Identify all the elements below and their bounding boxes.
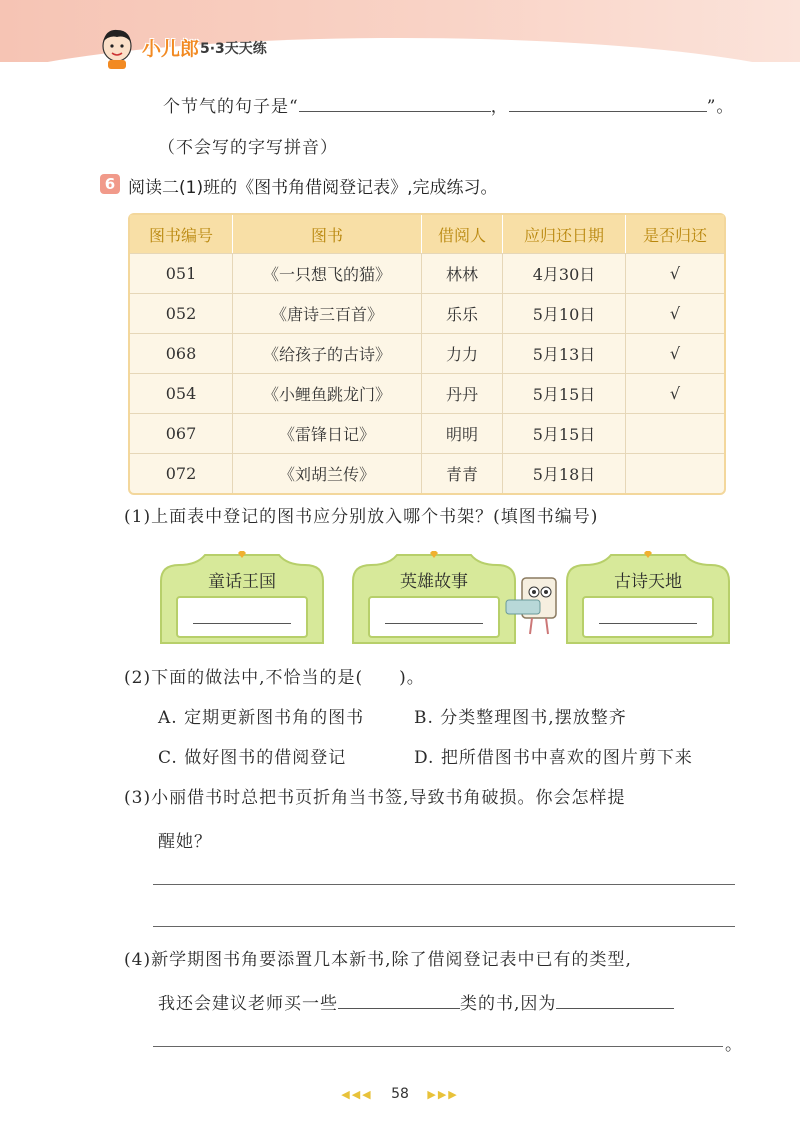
question-title: 阅读二(1)班的《图书角借阅登记表》,完成练习。 (128, 178, 498, 198)
option-d: D. 把所借图书中喜欢的图片剪下来 (414, 748, 693, 768)
returned-check (626, 413, 724, 453)
borrower: 青青 (422, 453, 503, 493)
borrower: 力力 (422, 333, 503, 373)
reason-blank[interactable] (556, 1008, 674, 1009)
left-arrows-icon: ◀◀◀ (341, 1088, 373, 1101)
book-title: 《一只想飞的猫》 (233, 253, 422, 293)
book-title: 《给孩子的古诗》 (233, 333, 422, 373)
column-header: 借阅人 (422, 215, 503, 253)
option-a: A. 定期更新图书角的图书 (158, 708, 365, 728)
due-date: 5月13日 (503, 333, 626, 373)
table-row (130, 253, 724, 293)
book-id: 052 (130, 293, 233, 333)
bookshelf-poetry (563, 551, 733, 647)
borrower: 乐乐 (422, 293, 503, 333)
borrower: 林林 (422, 253, 503, 293)
bookshelf-icon (157, 551, 327, 647)
book-mascot-icon (504, 574, 568, 640)
borrow-register-table (128, 213, 726, 495)
column-header: 图书编号 (130, 215, 233, 253)
sub-question-2: (2)下面的做法中,不恰当的是( )。 (124, 668, 425, 688)
answer-line[interactable] (153, 1046, 723, 1047)
question-number: 6 (100, 174, 120, 194)
due-date: 4月30日 (503, 253, 626, 293)
column-header: 图书 (233, 215, 422, 253)
book-id: 051 (130, 253, 233, 293)
sub-question-1: (1)上面表中登记的图书应分别放入哪个书架？(填图书编号) (124, 507, 599, 527)
sentence-line: 个节气的句子是“ ， ”。 (163, 97, 735, 117)
book-title: 《雷锋日记》 (233, 413, 422, 453)
table-row (130, 293, 724, 333)
book-title: 《小鲤鱼跳龙门》 (233, 373, 422, 413)
returned-check: √ (626, 333, 724, 373)
column-header: 应归还日期 (503, 215, 626, 253)
table-row (130, 373, 724, 413)
table-row (130, 453, 724, 493)
book-title: 《刘胡兰传》 (233, 453, 422, 493)
book-id: 068 (130, 333, 233, 373)
answer-line[interactable] (153, 926, 735, 927)
shelf-answer-blank[interactable] (385, 623, 483, 624)
pinyin-note: （不会写的字写拼音） (158, 138, 338, 158)
returned-check: √ (626, 373, 724, 413)
shelf-label: 古诗天地 (614, 572, 682, 592)
option-c: C. 做好图书的借阅登记 (158, 748, 347, 768)
borrower: 明明 (422, 413, 503, 453)
table-row (130, 333, 724, 373)
right-arrows-icon: ▶▶▶ (427, 1088, 459, 1101)
series-name: 5·3天天练 (200, 41, 267, 57)
due-date: 5月15日 (503, 413, 626, 453)
shelf-answer-blank[interactable] (599, 623, 697, 624)
bookshelf-icon (563, 551, 733, 647)
borrower: 丹丹 (422, 373, 503, 413)
table-header-row (130, 215, 724, 253)
book-id: 054 (130, 373, 233, 413)
due-date: 5月15日 (503, 373, 626, 413)
book-type-blank[interactable] (338, 1008, 460, 1009)
shelf-answer-blank[interactable] (193, 623, 291, 624)
returned-check (626, 453, 724, 493)
sub-question-4-line2: 我还会建议老师买一些 类的书,因为 (158, 989, 674, 1014)
brand-name: 小儿郎 (142, 38, 200, 60)
answer-blank[interactable] (509, 111, 707, 112)
returned-check: √ (626, 293, 724, 333)
book-title: 《唐诗三百首》 (233, 293, 422, 333)
end-period: 。 (725, 1035, 743, 1055)
page-footer (0, 1086, 800, 1102)
bookshelf-fairytale (157, 551, 327, 647)
shelf-label: 英雄故事 (400, 572, 468, 592)
table-row (130, 413, 724, 453)
answer-blank[interactable] (299, 111, 491, 112)
sub-question-3: (3)小丽借书时总把书页折角当书签,导致书角破损。你会怎样提 (124, 788, 626, 808)
book-id: 072 (130, 453, 233, 493)
due-date: 5月18日 (503, 453, 626, 493)
due-date: 5月10日 (503, 293, 626, 333)
book-id: 067 (130, 413, 233, 453)
mascot-icon (98, 26, 136, 70)
bookshelf-icon (349, 551, 519, 647)
page-number: 58 (391, 1086, 409, 1102)
answer-line[interactable] (153, 884, 735, 885)
shelf-label: 童话王国 (208, 572, 276, 592)
option-b: B. 分类整理图书,摆放整齐 (414, 708, 627, 728)
returned-check: √ (626, 253, 724, 293)
sub-question-3-cont: 醒她？ (158, 832, 212, 852)
column-header: 是否归还 (626, 215, 724, 253)
sub-question-4: (4)新学期图书角要添置几本新书,除了借阅登记表中已有的类型, (124, 950, 632, 970)
bookshelf-hero (349, 551, 519, 647)
